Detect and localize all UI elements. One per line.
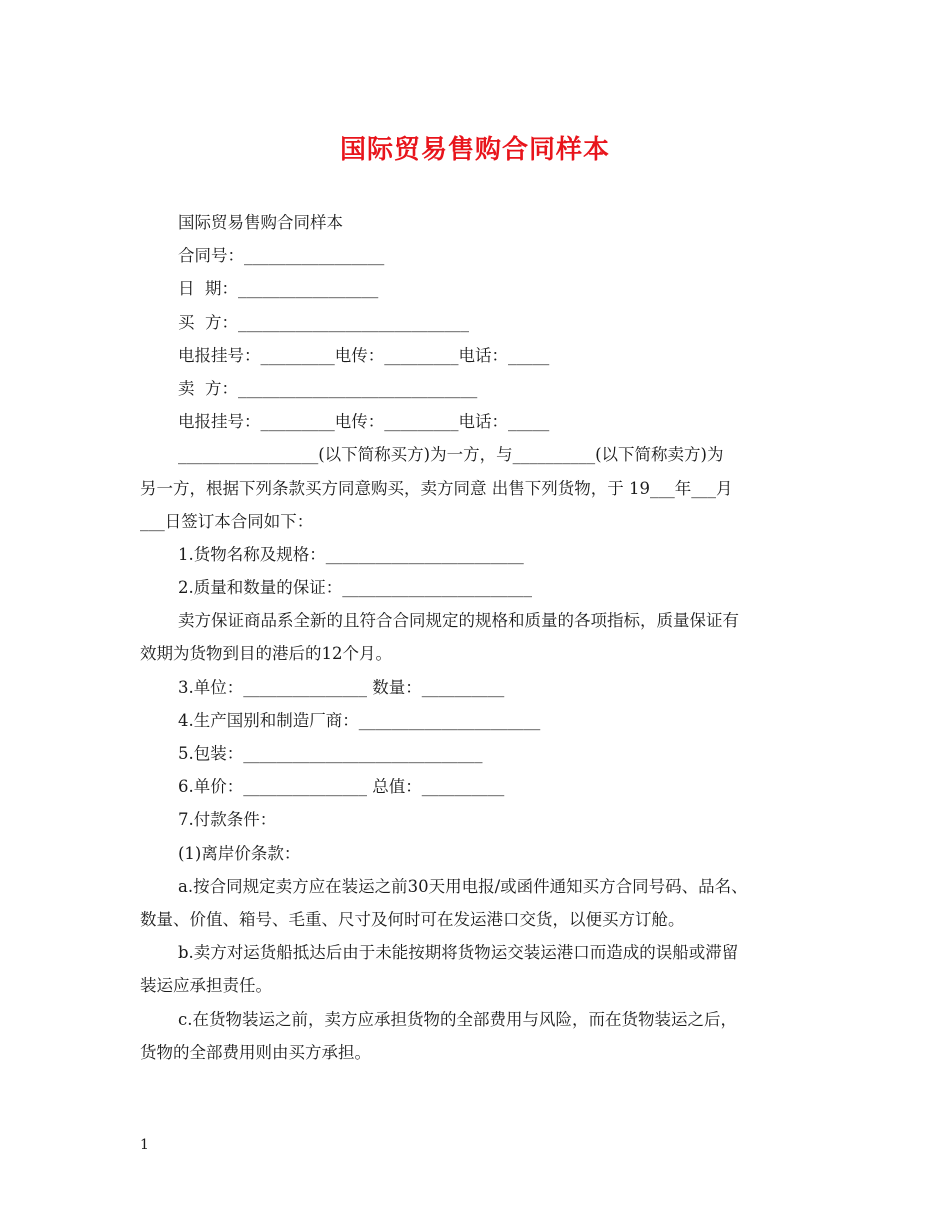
body-line: c.在货物装运之前，卖方应承担货物的全部费用与风险，而在货物装运之后， (178, 1009, 737, 1029)
body-line: 3.单位：_______________ 数量：__________ (178, 677, 505, 697)
body-line: 7.付款条件： (178, 810, 277, 830)
body-line: 4.生产国别和制造厂商：______________________ (178, 710, 541, 730)
contract-body (140, 206, 830, 1069)
body-line: 日 期：_________________ (178, 279, 379, 299)
body-line: 买 方：____________________________ (178, 312, 469, 332)
body-line: 数量、价值、箱号、毛重、尺寸及何时可在发运港口交货，以便买方订舱。 (140, 909, 685, 929)
body-line: a.按合同规定卖方应在装运之前30天用电报/或函件通知买方合同号码、品名、 (178, 876, 748, 896)
body-line: 国际贸易售购合同样本 (178, 213, 343, 232)
document-title: 国际贸易售购合同样本 (339, 135, 610, 165)
body-line: 6.单价：_______________ 总值：__________ (178, 777, 505, 797)
body-line: 1.货物名称及规格：________________________ (178, 544, 524, 564)
body-line: 合同号：_________________ (178, 246, 385, 266)
body-line: 5.包装：_____________________________ (178, 744, 483, 763)
body-line: 卖方保证商品系全新的且符合合同规定的规格和质量的各项指标，质量保证有 (178, 611, 739, 631)
body-line: 另一方，根据下列条款买方同意购买，卖方同意 出售下列货物，于 19___年___月 (140, 478, 733, 498)
body-line: 装运应承担责任。 (140, 976, 272, 996)
body-line: 电报挂号：_________电传：_________电话：_____ (178, 412, 550, 432)
page-number: 1 (140, 1137, 149, 1153)
body-line: 电报挂号：_________电传：_________电话：_____ (178, 345, 550, 365)
body-line: 货物的全部费用则由买方承担。 (140, 1042, 371, 1062)
body-line: ___日签订本合同如下： (140, 511, 314, 531)
body-line: 效期为货物到目的港后的12个月。 (140, 644, 392, 664)
body-line: _________________(以下简称买方)为一方，与__________(以下简称卖方)为 (178, 445, 724, 465)
body-line: 卖 方：_____________________________ (178, 378, 478, 398)
body-line: b.卖方对运货船抵达后由于未能按期将货物运交装运港口而造成的误船或滞留 (178, 943, 739, 963)
body-line: (1)离岸价条款： (178, 843, 301, 863)
body-line: 2.质量和数量的保证：_______________________ (178, 578, 532, 598)
